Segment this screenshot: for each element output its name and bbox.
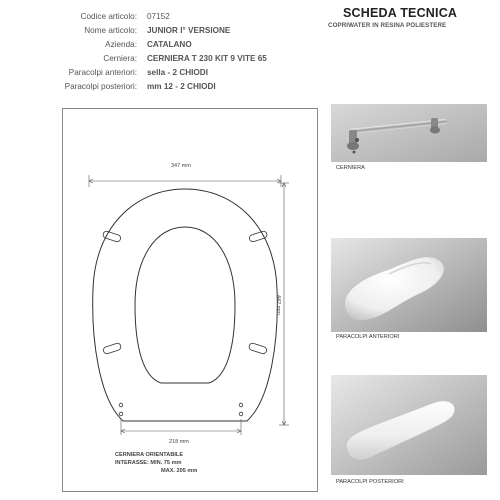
sheet-title: SCHEDA TECNICA xyxy=(343,6,458,20)
spec-value: CERNIERA T 230 KIT 9 VITE 65 xyxy=(147,54,267,63)
spec-value: sella - 2 CHIODI xyxy=(147,68,208,77)
seat-outer-outline xyxy=(93,189,278,421)
spec-row-nome xyxy=(0,25,330,37)
spec-value: mm 12 - 2 CHIODI xyxy=(147,82,216,91)
width-dimension-label: 347 mm xyxy=(171,163,191,169)
spec-value: JUNIOR I° VERSIONE xyxy=(147,26,231,35)
drawing-frame xyxy=(62,108,318,492)
front-bumper-caption: PARACOLPI ANTERIORI xyxy=(336,334,400,340)
rear-bumper-slot-right xyxy=(248,342,267,354)
spec-label: Cerniera: xyxy=(103,54,137,63)
hinge-caption: CERNIERA xyxy=(336,165,365,171)
front-bumper-slot-left xyxy=(102,230,121,242)
spec-row-paracolpi-anteriori xyxy=(0,67,330,79)
spec-row-azienda xyxy=(0,39,330,51)
rear-bumper-photo xyxy=(331,375,487,475)
seat-inner-opening xyxy=(135,227,235,383)
height-dimension-label: 442 mm xyxy=(275,295,281,315)
hinge-hole xyxy=(119,403,123,407)
hinge-note-line1: CERNIERA ORIENTABILE xyxy=(115,452,184,458)
hinge-note-line3: MAX. 205 mm xyxy=(161,468,198,474)
rear-bumper-slot-left xyxy=(103,342,122,354)
hinge-hole xyxy=(239,412,243,416)
spec-value: CATALANO xyxy=(147,40,192,49)
front-bumper-photo xyxy=(331,238,487,332)
spec-row-cerniera xyxy=(0,53,330,65)
hinge-spacing-label: 218 mm xyxy=(169,439,189,445)
hinge-photo xyxy=(331,104,487,162)
hinge-hole xyxy=(239,403,243,407)
spec-label: Azienda: xyxy=(105,40,137,49)
spec-row-paracolpi-posteriori xyxy=(0,81,330,93)
hinge-hole xyxy=(119,412,123,416)
spec-label: Paracolpi posteriori: xyxy=(64,82,137,91)
spec-value: 07152 xyxy=(147,12,170,21)
width-dimension-line xyxy=(89,175,281,187)
spec-label: Paracolpi anteriori: xyxy=(68,68,137,77)
hinge-note-line2: INTERASSE: MIN. 75 mm xyxy=(115,460,182,466)
front-bumper-slot-right xyxy=(249,230,268,242)
spec-label: Codice articolo: xyxy=(80,12,137,21)
spec-label: Nome articolo: xyxy=(84,26,137,35)
spec-row-codice xyxy=(0,11,330,23)
sheet-subtitle: COPRIWATER IN RESINA POLIESTERE xyxy=(328,22,447,29)
rear-bumper-caption: PARACOLPI POSTERIORI xyxy=(336,479,404,485)
